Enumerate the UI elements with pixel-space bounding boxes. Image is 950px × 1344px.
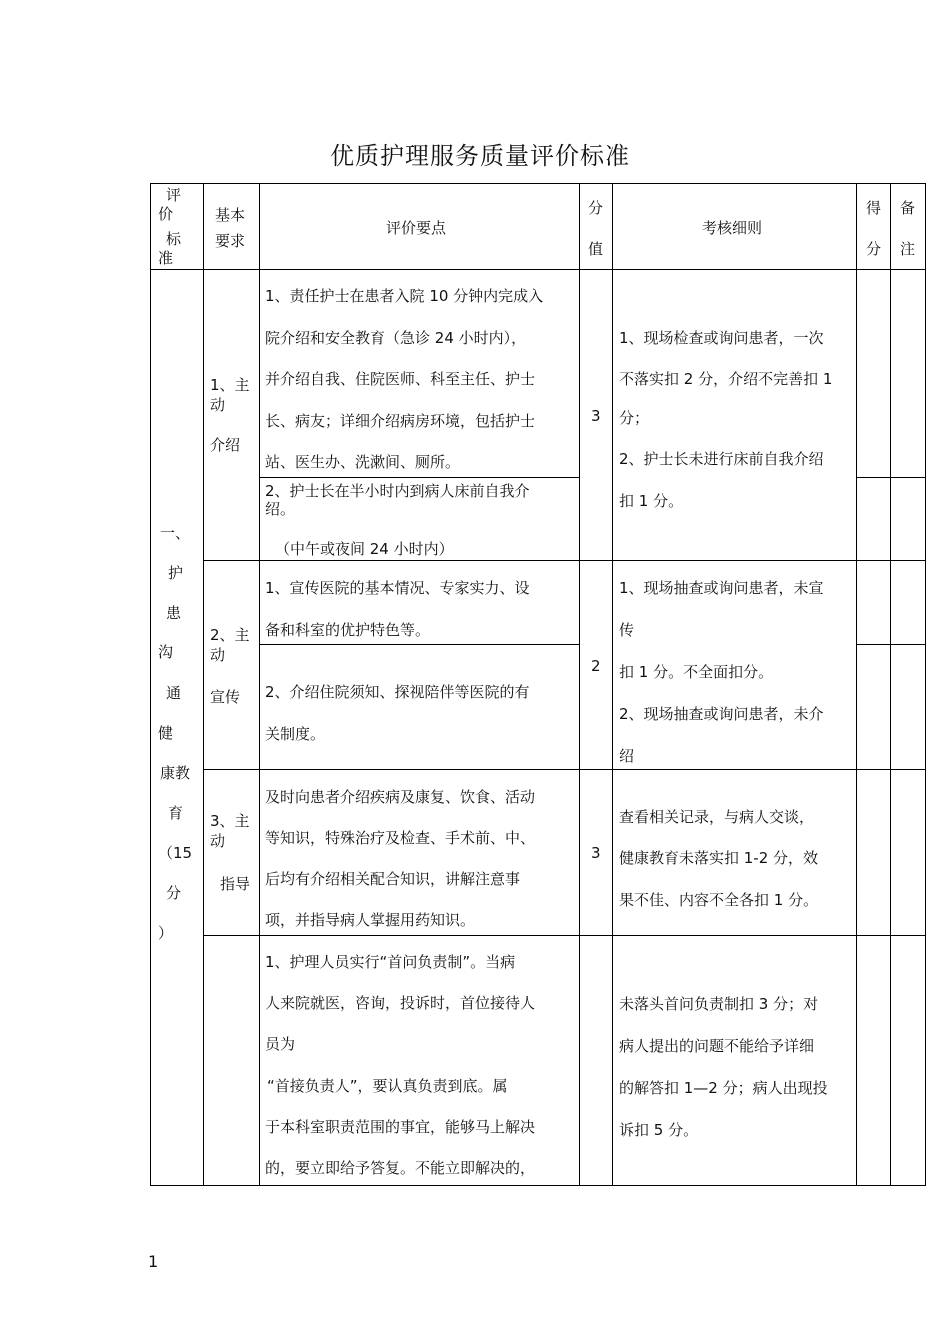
header-criteria-char: 价	[158, 205, 174, 223]
row1-point-b-line: （中午或夜间 24 小时内）	[275, 540, 454, 558]
row4-point-line: “首接负责人”，要认真负责到底。属	[267, 1077, 508, 1095]
row2-point-a-line: 1、宣传医院的基本情况、专家实力、设	[265, 579, 530, 597]
row1-detail-line: 扣 1 分。	[619, 492, 684, 510]
row2-requirement: 2、主	[210, 626, 250, 644]
table-border-top	[150, 183, 926, 184]
row2-requirement: 宣传	[210, 688, 241, 706]
header-criteria-char: 评	[166, 186, 182, 204]
page-number: 1	[148, 1252, 159, 1271]
header-requirement-line: 要求	[215, 232, 246, 250]
section-label-part: 育	[168, 804, 184, 822]
row1-point-a-line: 并介绍自我、住院医师、科至主任、护士	[265, 370, 536, 388]
row1-detail-line: 不落实扣 2 分，介绍不完善扣 1	[619, 370, 833, 388]
section-label-part: 沟	[158, 643, 174, 661]
row4-detail-line: 病人提出的问题不能给予详细	[619, 1037, 815, 1055]
table-border-left	[150, 183, 151, 1186]
subrow-line-r1-score	[856, 477, 926, 478]
row3-requirement: 动	[210, 832, 226, 850]
row2-point-a-line: 备和科室的优护特色等。	[265, 621, 431, 639]
header-score-char: 值	[588, 240, 604, 258]
row2-point-b-line: 2、介绍住院须知、探视陪伴等医院的有	[265, 683, 530, 701]
header-remarks-char: 备	[900, 199, 916, 217]
header-remarks-char: 注	[900, 240, 916, 258]
row2-detail-line: 1、现场抽查或询问患者，未宣	[619, 579, 824, 597]
row2-requirement: 动	[210, 646, 226, 664]
row4-point-line: 的，要立即给予答复。不能立即解决的，	[265, 1159, 536, 1177]
header-col-key-points: 评价要点	[386, 219, 447, 237]
row2-detail-line: 扣 1 分。不全面扣分。	[619, 663, 774, 681]
header-score-char: 分	[588, 199, 604, 217]
col-line-4	[612, 183, 613, 1186]
row2-point-b-line: 关制度。	[265, 725, 326, 743]
row3-requirement: 3、主	[210, 812, 250, 830]
section-label-part: 健	[158, 724, 174, 742]
row4-point-line: 1、护理人员实行“首问负责制”。当病	[265, 953, 516, 971]
col-line-5	[856, 183, 857, 1186]
row1-detail-line: 分；	[619, 409, 650, 427]
row1-score-value: 3	[591, 407, 601, 425]
section-label-part: 患	[166, 604, 182, 622]
row1-point-b-line: 绍。	[265, 500, 296, 518]
col-line-2	[259, 183, 260, 1186]
row4-point-line: 员为	[265, 1035, 296, 1053]
section-label-part: 康教	[160, 764, 191, 782]
row1-detail-line: 1、现场检查或询问患者，一次	[619, 329, 824, 347]
row3-requirement: 指导	[220, 875, 251, 893]
header-earned-char: 分	[866, 240, 882, 258]
col-line-6	[890, 183, 891, 1186]
row4-detail-line: 的解答扣 1—2 分；病人出现投	[619, 1079, 828, 1097]
section-label-part: 通	[166, 684, 182, 702]
header-criteria-char: 标	[166, 230, 182, 248]
row4-detail-line: 诉扣 5 分。	[619, 1121, 699, 1139]
row2-score-value: 2	[591, 657, 601, 675]
header-col-assessment-detail: 考核细则	[702, 219, 763, 237]
header-requirement-line: 基本	[215, 206, 246, 224]
row4-point-line: 于本科室职责范围的事宜，能够马上解决	[265, 1118, 536, 1136]
subrow-line-r2-score	[856, 644, 926, 645]
col-line-3	[579, 183, 580, 1186]
section-label-part: ）	[158, 924, 174, 942]
table-border-right	[925, 183, 926, 1186]
row3-point-line: 后均有介绍相关配合知识，讲解注意事	[265, 870, 521, 888]
row3-detail-line: 查看相关记录，与病人交谈，	[619, 808, 815, 826]
row1-point-b-line: 2、护士长在半小时内到病人床前自我介	[265, 482, 530, 500]
row1-point-a-line: 长、病友；详细介绍病房环境，包括护士	[265, 412, 536, 430]
row3-point-line: 等知识，特殊治疗及检查、手术前、中、	[265, 829, 536, 847]
row3-point-line: 及时向患者介绍疾病及康复、饮食、活动	[265, 788, 536, 806]
page-title: 优质护理服务质量评价标准	[330, 142, 630, 170]
header-criteria-char: 准	[158, 249, 174, 267]
row2-detail-line: 2、现场抽查或询问患者，未介	[619, 705, 824, 723]
section-label-part: 一、	[160, 524, 191, 542]
header-bottom-line	[150, 269, 926, 270]
row1-requirement: 1、主	[210, 376, 250, 394]
header-earned-char: 得	[866, 199, 882, 217]
col-line-1	[203, 183, 204, 1186]
row2-detail-line: 传	[619, 621, 635, 639]
row1-point-a-line: 院介绍和安全教育（急诊 24 小时内），	[265, 329, 527, 347]
row1-detail-line: 2、护士长未进行床前自我介绍	[619, 450, 824, 468]
section-label-part: （15	[158, 844, 193, 862]
row1-requirement: 介绍	[210, 436, 241, 454]
section-label-part: 分	[166, 884, 182, 902]
row3-score-value: 3	[591, 844, 601, 862]
row4-point-line: 人来院就医，咨询，投诉时，首位接待人	[265, 994, 536, 1012]
row3-detail-line: 果不佳、内容不全各扣 1 分。	[619, 891, 819, 909]
section-label-part: 护	[168, 564, 184, 582]
row1-requirement: 动	[210, 396, 226, 414]
row2-detail-line: 绍	[619, 747, 635, 765]
row3-detail-line: 健康教育未落实扣 1-2 分，效	[619, 849, 819, 867]
row3-point-line: 项，并指导病人掌握用药知识。	[265, 911, 476, 929]
row1-point-a-line: 站、医生办、洗漱间、厕所。	[265, 453, 461, 471]
row1-point-a-line: 1、责任护士在患者入院 10 分钟内完成入	[265, 287, 544, 305]
row4-detail-line: 未落头首问负责制扣 3 分；对	[619, 995, 819, 1013]
row-line-r2-r3	[203, 769, 926, 770]
